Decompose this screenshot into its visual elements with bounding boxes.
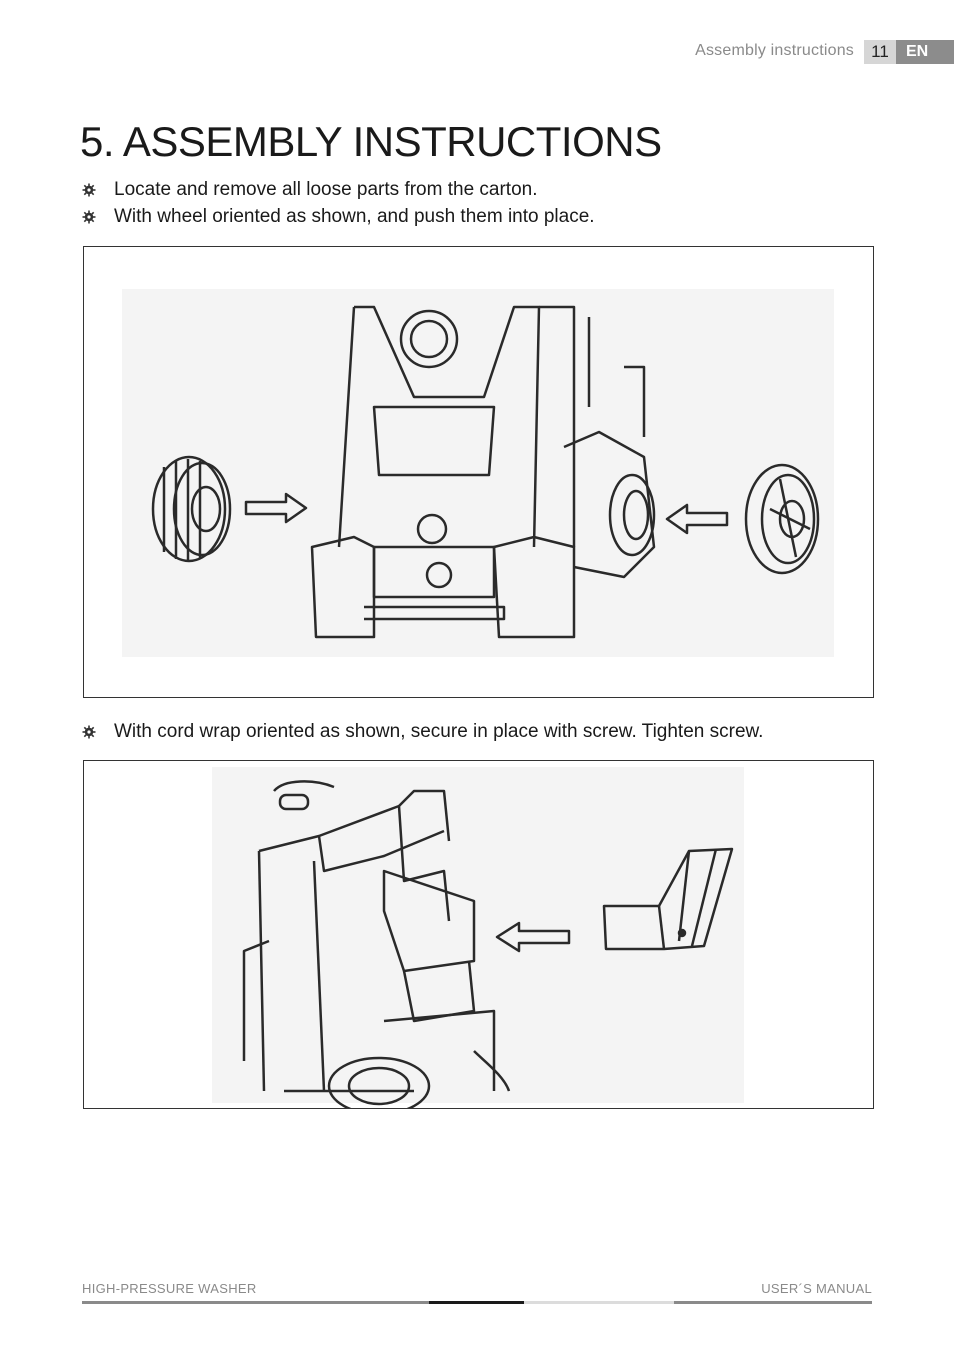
step-text: With cord wrap oriented as shown, secure in place with screw. Tighten screw. xyxy=(114,721,764,742)
bullet-icon xyxy=(82,210,96,224)
step-text: With wheel oriented as shown, and push them into place. xyxy=(114,206,595,227)
step-item xyxy=(82,179,538,201)
wheel-assembly-illustration xyxy=(84,247,873,697)
footer-rule-segment xyxy=(524,1301,674,1304)
step-text: Locate and remove all loose parts from the carton. xyxy=(114,179,538,200)
footer-rule-segment-active xyxy=(429,1301,524,1304)
language-badge: EN xyxy=(896,40,954,64)
bullet-icon xyxy=(82,183,96,197)
cord-wrap-illustration xyxy=(84,761,873,1108)
figure-wheel-assembly xyxy=(83,246,874,698)
footer-rule-segment xyxy=(674,1301,872,1304)
page-number-badge: 11 xyxy=(864,40,896,64)
step-item xyxy=(82,206,595,228)
step-item xyxy=(82,721,763,743)
figure-cord-wrap-assembly xyxy=(83,760,874,1109)
footer-rule-segment xyxy=(82,1301,429,1304)
footer-product-name: HIGH-PRESSURE WASHER xyxy=(82,1281,257,1296)
bullet-icon xyxy=(82,725,96,739)
page-title: 5. ASSEMBLY INSTRUCTIONS xyxy=(80,118,662,165)
footer-document-type: USER´S MANUAL xyxy=(761,1281,872,1296)
running-header-section: Assembly instructions xyxy=(695,42,854,59)
